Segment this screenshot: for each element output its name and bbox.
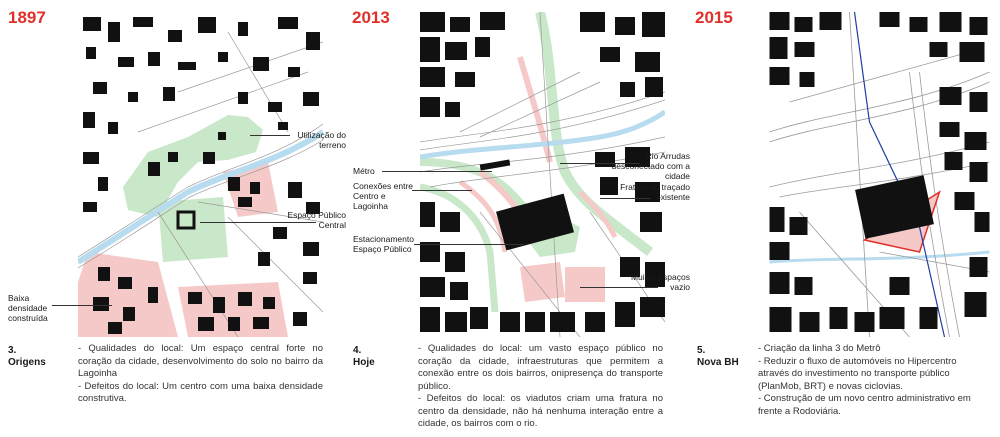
panel-2013-heading xyxy=(353,345,403,369)
year-2013: 2013 xyxy=(352,8,390,27)
label-espaco: Espaço Público Central xyxy=(287,210,346,230)
map-2015-drawing xyxy=(757,12,1000,337)
leader-rio xyxy=(560,163,640,164)
panel-2013-title: Hoje xyxy=(353,357,375,368)
panel-2015-heading xyxy=(697,345,752,369)
leader-metro xyxy=(382,171,492,172)
leader-fratura xyxy=(600,198,650,199)
desc-line: - Reduzir o fluxo de automóveis no Hipercentro através do investimento no transporte público (PlanMob, BRT) e novas ciclovias. xyxy=(758,355,957,392)
panel-2015-description xyxy=(758,343,978,418)
desc-line: - Defeitos do local: Um centro com uma baixa densidade construtiva. xyxy=(78,380,323,404)
panel-2013-description xyxy=(418,343,663,431)
panel-1897-number: 3. xyxy=(8,345,17,356)
leader-muitos xyxy=(580,287,658,288)
label-conexoes: Conexões entre Centro e Lagoinha xyxy=(353,181,414,211)
panel-2015-number: 5. xyxy=(697,345,706,356)
panel-2015-title: Nova BH xyxy=(697,357,739,368)
map-1897-drawing xyxy=(78,12,323,337)
desc-line: - Criação da linha 3 do Metrô xyxy=(758,343,881,354)
year-2015: 2015 xyxy=(695,8,733,27)
panel-1897-title: Origens xyxy=(8,357,46,368)
desc-line: - Construção de um novo centro administrativo em frente a Rodoviária. xyxy=(758,393,971,417)
year-1897: 1897 xyxy=(8,8,46,27)
map-1897 xyxy=(78,12,323,337)
leader-utilizacao xyxy=(250,135,290,136)
leader-baixa xyxy=(52,305,112,306)
label-rio: Rio Arrudas desconectado com a cidade xyxy=(611,151,690,181)
desc-line: - Defeitos do local: os viadutos criam uma fratura no centro da densidade, não há nenhuma interação entre a cidade, os bairros com o rio. xyxy=(418,393,663,429)
label-utilizacao: Utilização do terreno xyxy=(297,130,346,150)
panel-1897-heading xyxy=(8,345,58,369)
label-fratura: Fratura no traçado existente xyxy=(620,182,690,202)
label-estacionamento: Estacionamento Espaço Público xyxy=(353,234,414,254)
label-metro: Métro xyxy=(353,166,375,176)
desc-line: - Qualidades do local: Um espaço central forte no coração da cidade, desenvolvimento do solo no bairro da Lagoinha xyxy=(78,343,323,379)
panel-1897-description xyxy=(78,343,323,406)
panel-2013-number: 4. xyxy=(353,345,362,356)
label-muitos: Muitos espaços vazio xyxy=(630,272,690,292)
desc-line: - Qualidades do local: um vasto espaço público no coração da cidade, infraestruturas que permitem a conexão entre os dois bairros, onipresença do transporte público. xyxy=(418,343,663,392)
leader-conexoes xyxy=(412,190,472,191)
map-2015 xyxy=(757,12,1000,337)
leader-espaco xyxy=(200,222,316,223)
label-baixa: Baixa densidade construída xyxy=(8,293,48,323)
leader-estacionamento xyxy=(414,244,524,245)
